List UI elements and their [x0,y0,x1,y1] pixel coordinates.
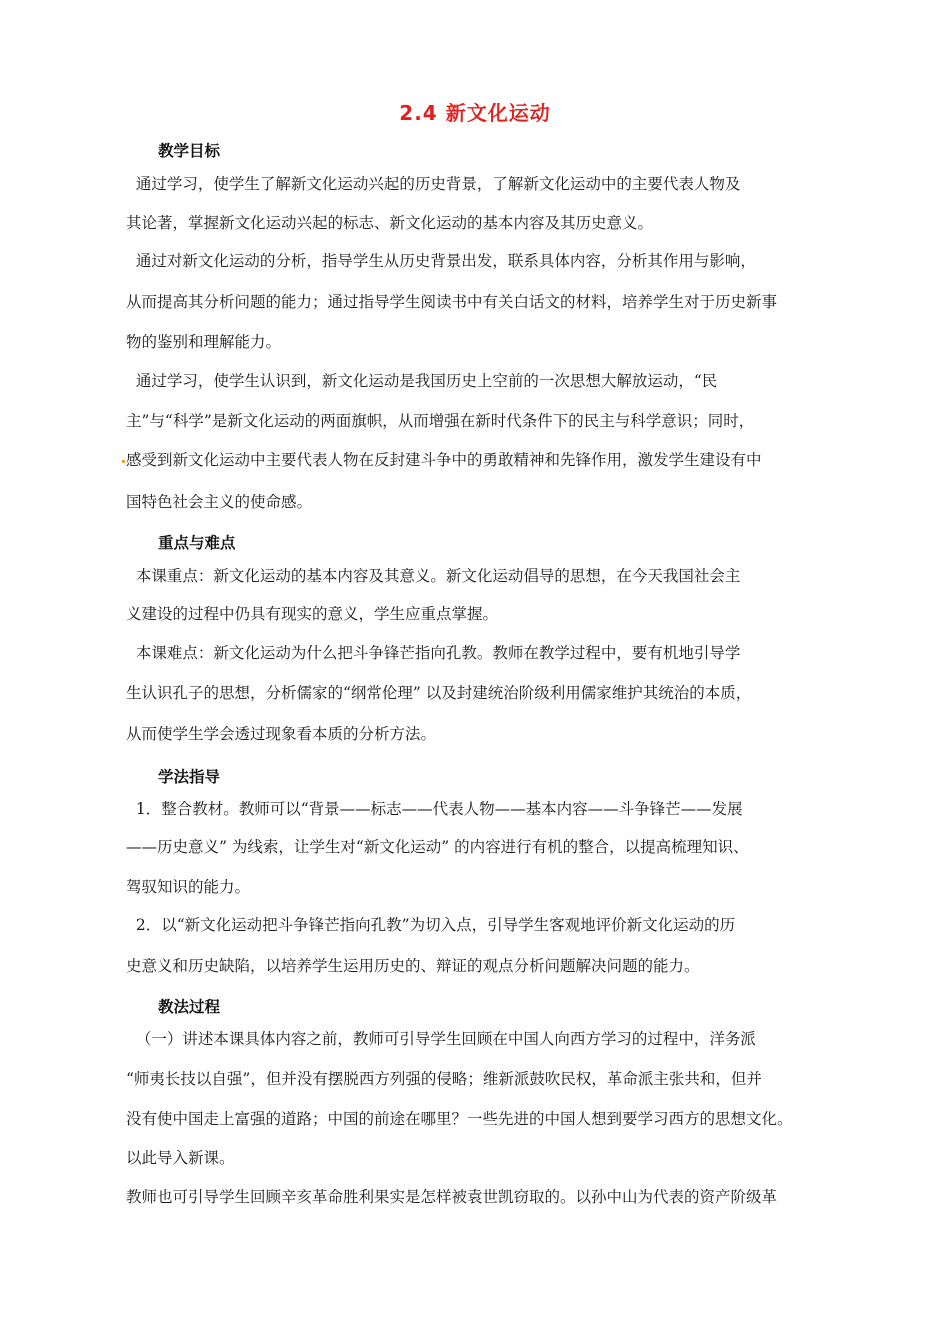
objectives-line-4: 从而提高其分析问题的能力；通过指导学生阅读书中有关白话文的材料，培养学生对于历史新事 [126,293,778,311]
key-points-line-3: 本课难点：新文化运动为什么把斗争锋芒指向孔教。教师在教学过程中，要有机地引导学 [126,644,741,662]
objectives-line-6: 通过学习，使学生认识到，新文化运动是我国历史上空前的一次思想大解放运动，“民 [126,372,718,390]
objectives-line-9: 国特色社会主义的使命感。 [126,493,313,511]
page-title: 2.4 新文化运动 [399,101,551,125]
objectives-line-3: 通过对新文化运动的分析，指导学生从历史背景出发，联系具体内容，分析其作用与影响， [126,252,756,270]
objectives-line-7: 主”与“科学”是新文化运动的两面旗帜，从而增强在新时代条件下的民主与科学意识；同时， [126,412,755,430]
key-points-line-4: 生认识孔子的思想，分析儒家的“纲常伦理” 以及封建统治阶级利用儒家维护其统治的本质， [126,684,752,702]
study-method-line-4: 2．以“新文化运动把斗争锋芒指向孔教”为切入点，引导学生客观地评价新文化运动的历 [126,916,736,934]
objectives-line-5: 物的鉴别和理解能力。 [126,333,282,351]
objectives-line-8: 感受到新文化运动中主要代表人物在反封建斗争中的勇敢精神和先锋作用，激发学生建设有中 [126,451,762,469]
heading-process: 教法过程 [158,998,221,1016]
process-line-3: 没有使中国走上富强的道路；中国的前途在哪里？一些先进的中国人想到要学习西方的思想文化。 [126,1110,793,1128]
heading-objectives: 教学目标 [158,142,221,160]
process-line-5: 教师也可引导学生回顾辛亥革命胜利果实是怎样被袁世凯窃取的。以孙中山为代表的资产阶级革 [126,1188,778,1206]
process-line-2: “师夷长技以自强”，但并没有摆脱西方列强的侵略；维新派鼓吹民权，革命派主张共和，但并 [126,1070,762,1088]
process-line-4: 以此导入新课。 [126,1149,235,1167]
study-method-line-1: 1．整合教材。教师可以“背景——标志——代表人物——基本内容——斗争锋芒——发展 [126,800,743,818]
process-line-1: （一）讲述本课具体内容之前，教师可引导学生回顾在中国人向西方学习的过程中，洋务派 [126,1030,756,1048]
study-method-line-2: ——历史意义” 为线索，让学生对“新文化运动” 的内容进行有机的整合，以提高梳理知识、 [126,838,749,856]
key-points-line-1: 本课重点：新文化运动的基本内容及其意义。新文化运动倡导的思想，在今天我国社会主 [126,567,741,585]
objectives-line-1: 通过学习，使学生了解新文化运动兴起的历史背景，了解新文化运动中的主要代表人物及 [126,175,741,193]
text-cursor-mark [122,460,125,463]
key-points-line-5: 从而使学生学会透过现象看本质的分析方法。 [126,725,437,743]
key-points-line-2: 义建设的过程中仍具有现实的意义，学生应重点掌握。 [126,605,499,623]
study-method-line-3: 驾驭知识的能力。 [126,878,251,896]
heading-key-points: 重点与难点 [158,534,236,552]
study-method-line-5: 史意义和历史缺陷，以培养学生运用历史的、辩证的观点分析问题解决问题的能力。 [126,957,700,975]
objectives-line-2: 其论著，掌握新文化运动兴起的标志、新文化运动的基本内容及其历史意义。 [126,214,654,232]
heading-study-method: 学法指导 [158,768,221,786]
